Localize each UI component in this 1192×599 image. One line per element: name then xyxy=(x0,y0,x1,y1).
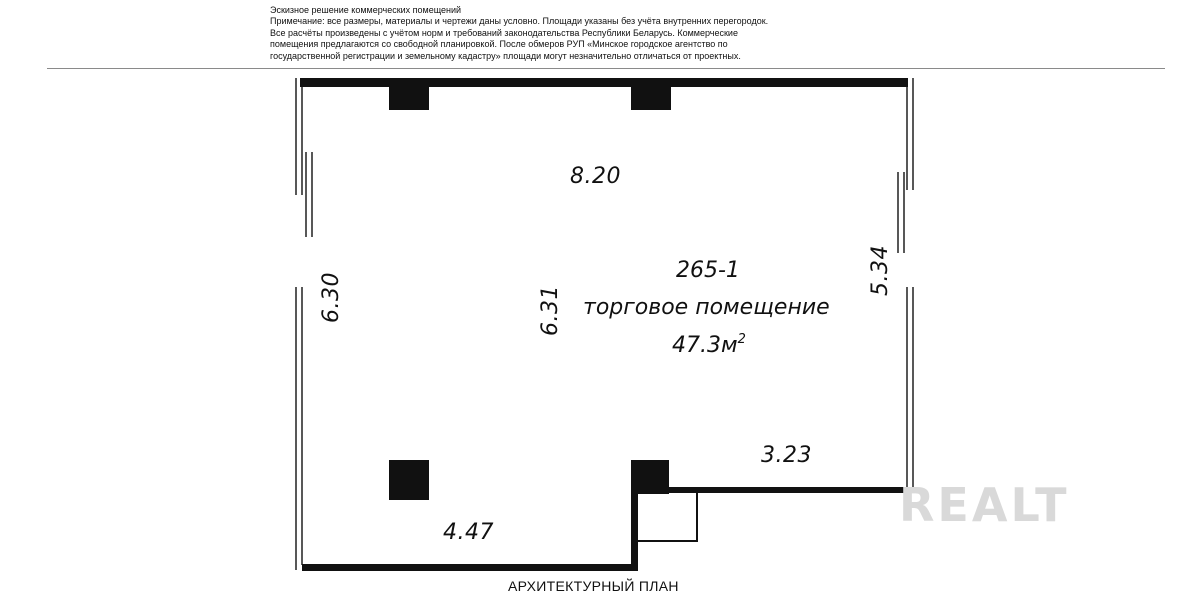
window-left-bottom xyxy=(296,287,302,570)
wall-step-vertical xyxy=(631,490,638,570)
dimension-bottom-right: 3.23 xyxy=(761,443,812,468)
window-left-middle xyxy=(306,152,312,237)
column-bottom-left xyxy=(389,460,429,500)
dimension-inner-left: 6.31 xyxy=(537,285,563,336)
realt-watermark-logo: REALT xyxy=(899,478,1070,532)
notes-title: Эскизное решение коммерческих помещений xyxy=(270,5,462,15)
room-area xyxy=(672,332,746,358)
room-area-value: 47.3м xyxy=(672,333,738,358)
column-top-right xyxy=(631,80,671,110)
notes-line-4: государственной регистрации и земельному кадастру» площади могут незначительно отличаться от проектных. xyxy=(270,50,741,61)
notes-line-2: Все расчёты произведены с учётом норм и требований законодательства Республики Беларусь. Коммерческие xyxy=(270,27,738,38)
window-right-top xyxy=(907,78,913,190)
room-area-unit-superscript: 2 xyxy=(737,332,746,347)
wall-bottom-right xyxy=(631,487,913,493)
dimension-left: 6.30 xyxy=(318,272,344,323)
column-step xyxy=(631,460,669,494)
window-left-top xyxy=(296,78,302,195)
dimension-top: 8.20 xyxy=(570,164,621,189)
notes-line-1: Примечание: все размеры, материалы и чертежи даны условно. Площади указаны без учёта внутренних перегородок. xyxy=(270,16,769,27)
room-name: торговое помещение xyxy=(583,295,830,320)
dimension-bottom-left: 4.47 xyxy=(443,520,494,545)
dimension-right: 5.34 xyxy=(867,245,893,296)
plan-caption: АРХИТЕКТУРНЫЙ ПЛАН xyxy=(508,578,679,594)
wall-bottom xyxy=(302,564,638,571)
vestibule xyxy=(638,493,698,541)
notes-line-3: помещения предлагаются со свободной планировкой. После обмеров РУП «Минское городское агентство по xyxy=(270,39,728,50)
room-number: 265-1 xyxy=(676,258,740,283)
column-top-left xyxy=(389,80,429,110)
window-right-middle xyxy=(898,172,904,253)
window-right-bottom xyxy=(907,287,913,492)
